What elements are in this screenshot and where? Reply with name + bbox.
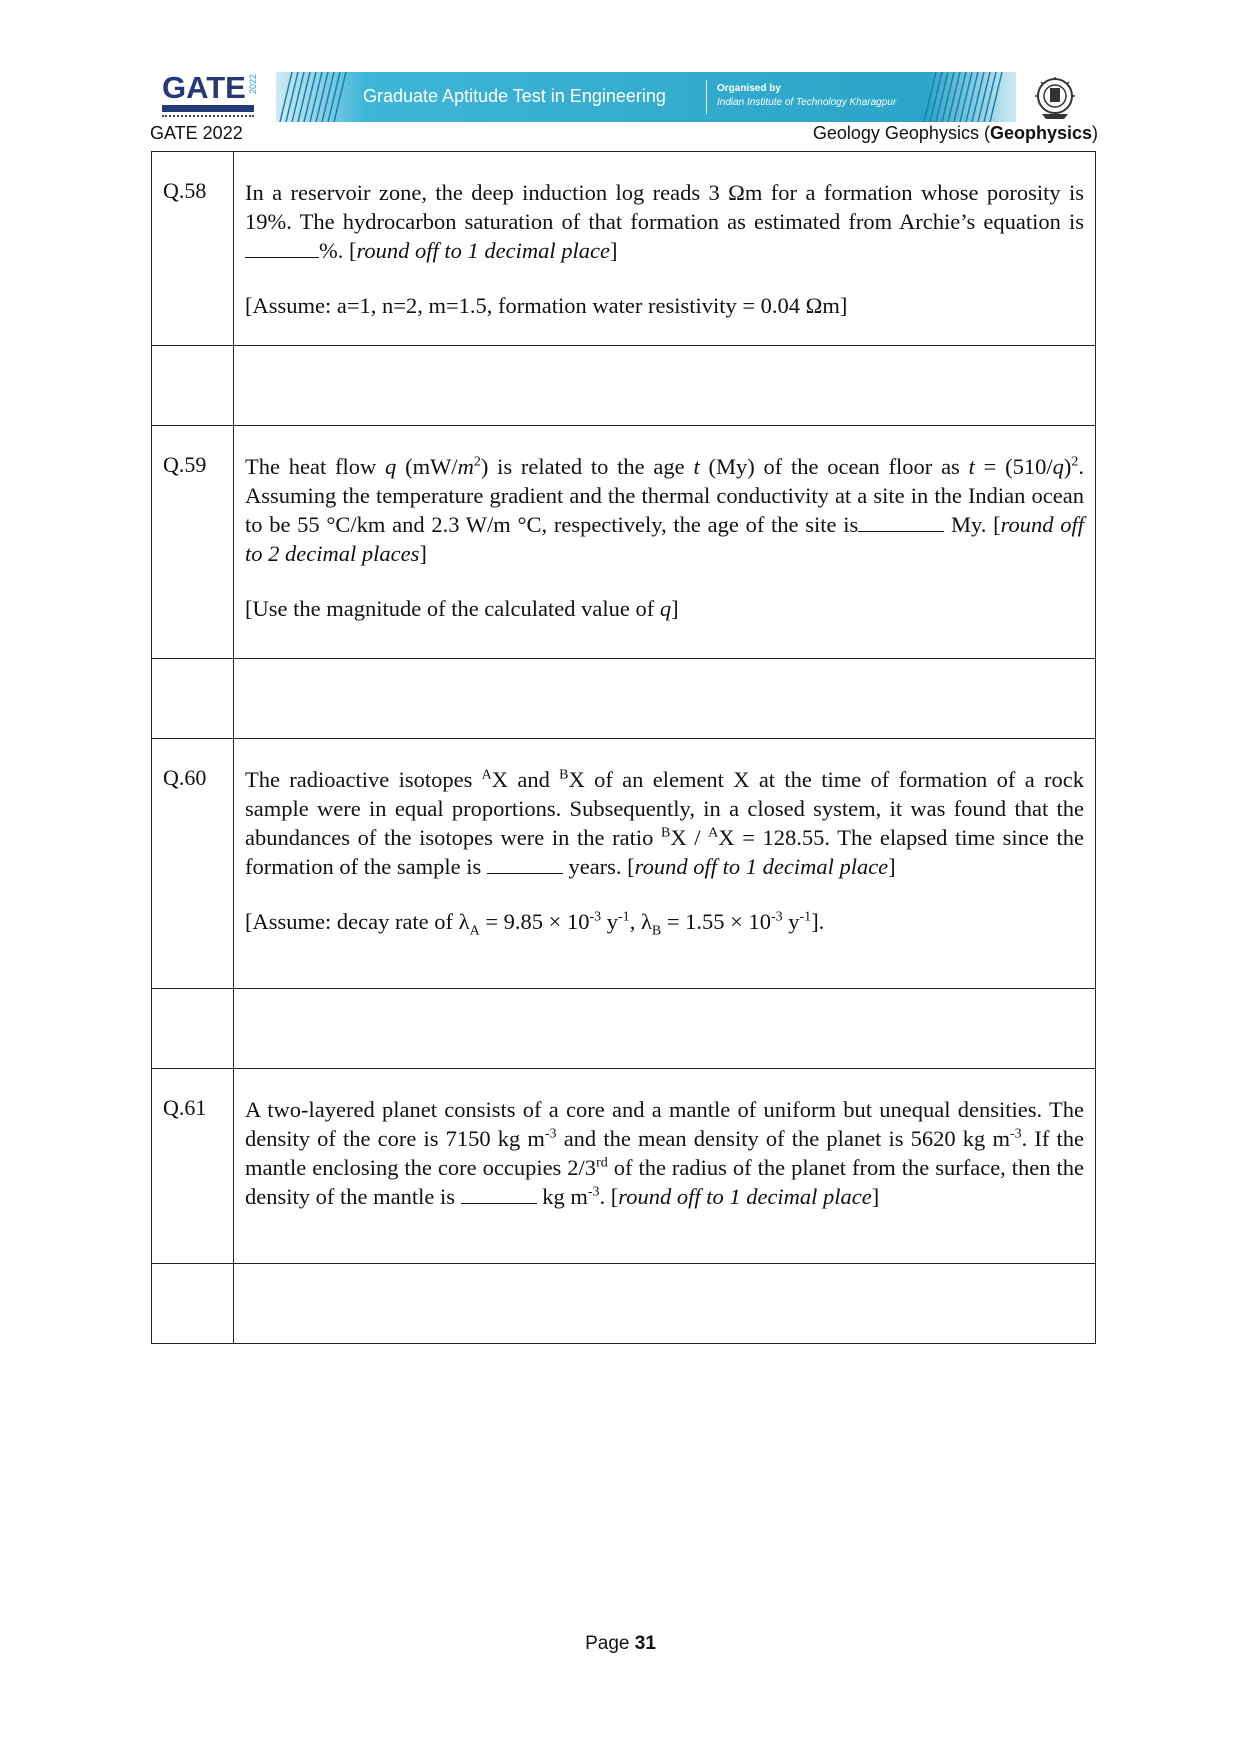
text-span: X / xyxy=(670,825,709,850)
text-span: [Assume: decay rate of λ xyxy=(245,909,470,934)
answer-row xyxy=(152,659,1096,739)
page-number: 31 xyxy=(634,1633,656,1654)
answer-cell xyxy=(234,659,1096,739)
question-statement xyxy=(245,452,1084,568)
superscript: B xyxy=(661,825,671,841)
gate-logo xyxy=(162,72,257,128)
text-span: ) is related to the age xyxy=(480,454,694,479)
question-number: Q.60 xyxy=(152,739,234,989)
answer-cell-label xyxy=(152,659,234,739)
text-span: The radioactive isotopes xyxy=(245,767,482,792)
text-span: ] xyxy=(419,541,427,566)
banner-separator xyxy=(706,80,707,114)
symbol-q: q xyxy=(1052,454,1064,479)
question-row xyxy=(152,426,1096,659)
text-span: . [ xyxy=(599,1184,619,1209)
text-span: ) xyxy=(1063,454,1072,479)
paper-title xyxy=(813,123,1098,144)
gate-logo-hindi-line xyxy=(162,115,254,121)
page-label: Page xyxy=(585,1633,635,1654)
text-span: The heat flow xyxy=(245,454,386,479)
rounding-instruction: round off to 1 decimal place xyxy=(634,854,889,879)
question-row xyxy=(152,152,1096,346)
symbol-t: t xyxy=(968,454,975,479)
text-span: [Use the magnitude of the calculated value of xyxy=(245,596,660,621)
text-span: X of an element X at the time of formation of a rock sample were in equal proportions. Subsequently, in a closed system, it was found that the abundances of the isotopes were in the ratio xyxy=(245,767,1084,850)
text-span: and the mean density of the planet is 5620 kg m xyxy=(556,1126,1010,1151)
text-span: A two-layered planet consists of a core and a mantle of uniform but unequal densities. The density of the core is 7150 kg m xyxy=(245,1097,1084,1151)
superscript: -1 xyxy=(618,909,630,925)
superscript: -3 xyxy=(544,1126,557,1142)
banner-organiser: Indian Institute of Technology Kharagpur xyxy=(717,97,897,108)
text-span: y xyxy=(782,909,800,934)
subscript: A xyxy=(469,923,480,939)
question-statement xyxy=(245,765,1084,881)
question-statement xyxy=(245,178,1084,265)
text-span: years. [ xyxy=(562,854,635,879)
superscript: rd xyxy=(596,1155,608,1171)
text-span: = 9.85 × 10 xyxy=(479,909,590,934)
text-span: , λ xyxy=(629,909,652,934)
answer-row xyxy=(152,346,1096,426)
question-number: Q.59 xyxy=(152,426,234,659)
answer-cell-label xyxy=(152,346,234,426)
superscript: A xyxy=(708,825,719,841)
gate-logo-text: GATE xyxy=(162,70,246,105)
rounding-instruction: round off to 1 decimal place xyxy=(618,1184,872,1209)
superscript: -3 xyxy=(770,909,783,925)
rounding-instruction: round off to 2 decimal places xyxy=(245,512,1084,566)
answer-cell xyxy=(234,989,1096,1069)
question-text xyxy=(234,739,1096,989)
question-row xyxy=(152,739,1096,989)
subscript: B xyxy=(651,923,662,939)
text-span: ] xyxy=(610,238,618,263)
text-span: = (510/ xyxy=(974,454,1053,479)
superscript: B xyxy=(559,767,569,783)
text-span: X and xyxy=(491,767,560,792)
page-header xyxy=(150,60,1090,125)
superscript: -3 xyxy=(1009,1126,1022,1142)
answer-cell-label xyxy=(152,989,234,1069)
text-span: . If the mantle enclosing the core occupies 2/3 xyxy=(245,1126,1084,1180)
text-span: ] xyxy=(671,596,679,621)
answer-blank xyxy=(245,239,319,258)
question-text xyxy=(234,1069,1096,1264)
text-span: kg m xyxy=(536,1184,588,1209)
question-text xyxy=(234,152,1096,346)
answer-blank xyxy=(858,513,944,532)
text-span: %. [ xyxy=(319,238,357,263)
question-note xyxy=(245,594,1084,623)
question-statement xyxy=(245,1095,1084,1211)
superscript: 2 xyxy=(1071,454,1079,470)
text-span: ] xyxy=(888,854,896,879)
text-span: = 1.55 × 10 xyxy=(661,909,771,934)
question-text xyxy=(234,426,1096,659)
question-row xyxy=(152,1069,1096,1264)
text-span: (My) of the ocean floor as xyxy=(699,454,969,479)
text-span: In a reservoir zone, the deep induction log reads 3 Ωm for a formation whose porosity is 19%. The hydrocarbon saturation of that formation as estimated from Archie’s equation is xyxy=(245,180,1084,234)
text-span: . Assuming the temperature gradient and the thermal conductivity at a site in the Indian ocean to be 55 °C/km and 2.3 W/m °C, respectively, the age of the site is xyxy=(245,454,1084,537)
paper-title-prefix: Geology Geophysics ( xyxy=(812,123,990,143)
text-span: y xyxy=(601,909,619,934)
text-span: of the radius of the planet from the surface, then the density of the mantle is xyxy=(245,1155,1085,1209)
superscript: 2 xyxy=(473,454,481,470)
text-span: ]. xyxy=(811,909,825,934)
superscript: -3 xyxy=(587,1184,600,1200)
gate-banner xyxy=(276,72,1016,122)
question-number: Q.61 xyxy=(152,1069,234,1264)
question-number: Q.58 xyxy=(152,152,234,346)
answer-blank xyxy=(487,855,563,874)
answer-row xyxy=(152,989,1096,1069)
symbol-q: q xyxy=(659,596,672,621)
superscript: -1 xyxy=(799,909,812,925)
answer-row xyxy=(152,1264,1096,1344)
text-span: (mW/ xyxy=(396,454,458,479)
question-note xyxy=(245,907,1084,939)
iit-kharagpur-emblem-icon xyxy=(1034,76,1076,120)
paper-title-suffix: ) xyxy=(1092,123,1098,143)
symbol-t: t xyxy=(693,454,700,479)
exam-label: GATE 2022 xyxy=(150,123,243,143)
page-footer xyxy=(0,1633,1241,1655)
text-span: ] xyxy=(871,1184,880,1209)
answer-blank xyxy=(461,1185,537,1204)
banner-title: Graduate Aptitude Test in Engineering xyxy=(363,86,666,106)
superscript: A xyxy=(481,767,492,783)
answer-cell xyxy=(234,346,1096,426)
text-span: My. [ xyxy=(944,512,1001,537)
paper-section: Geophysics xyxy=(989,123,1092,143)
gate-logo-year: 2022 xyxy=(248,74,258,95)
question-table xyxy=(151,151,1096,1344)
symbol-q: q xyxy=(385,454,397,479)
banner-organised-by: Organised by xyxy=(717,83,781,94)
symbol-m: m xyxy=(457,454,474,479)
answer-cell-label xyxy=(152,1264,234,1344)
superscript: -3 xyxy=(589,909,602,925)
rounding-instruction: round off to 1 decimal place xyxy=(356,238,610,263)
question-note: [Assume: a=1, n=2, m=1.5, formation water resistivity = 0.04 Ωm] xyxy=(245,293,848,318)
answer-cell xyxy=(234,1264,1096,1344)
gate-logo-tagline-bar xyxy=(162,105,254,112)
text-span: X = 128.55. The elapsed time since the formation of the sample is xyxy=(245,825,1085,879)
